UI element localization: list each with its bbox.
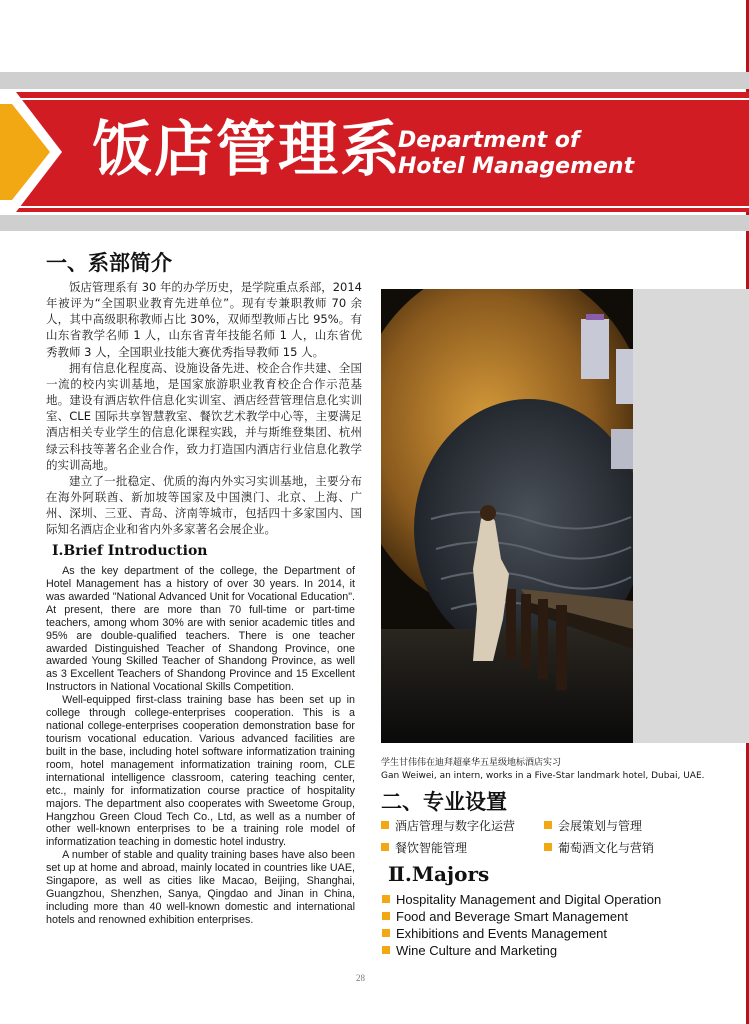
header-gray-band-top bbox=[0, 72, 749, 89]
intro-paragraph-cn: 建立了一批稳定、优质的海内外实习实训基地，主要分布在海外阿联酋、新加坡等国家及中国澳门、北京、上海、广州、深圳、三亚、青岛、济南等城市，包括四十多家国内、国际知名酒店企业和省内外多家著名会展企业。 bbox=[46, 473, 362, 537]
intro-paragraph-en: Well-equipped first-class training base has been set up in college through college-enterprises cooperation. This is a national college-enterprises cooperation demonstration base for tourism vocational education. Various advanced facilities are built in the base, including hotel software informatization training room, hotel management informatization training room, CLE international intelligence classroom, catering teaching center, etc., mainly for informatization course practice of hospitality majors. The department also cooperates with Sweetome Group, Hangzhou Green Cloud Tech Co., Ltd, as well as a number of other well-known enterprises to be a training role model of informatization teaching in domestic hotel industry. bbox=[46, 694, 355, 849]
major-item-en bbox=[382, 926, 607, 942]
chevron-arrow-icon bbox=[0, 92, 70, 212]
photo-side-panel bbox=[633, 289, 749, 743]
square-bullet-icon bbox=[382, 895, 390, 903]
major-item-cn bbox=[381, 818, 515, 834]
square-bullet-icon bbox=[381, 821, 389, 829]
page-title-en bbox=[398, 128, 634, 180]
major-label-en: Exhibitions and Events Management bbox=[396, 926, 608, 941]
major-label-cn: 酒店管理与数字化运营 bbox=[395, 819, 516, 833]
square-bullet-icon bbox=[544, 821, 552, 829]
section2-heading-en: Ⅱ.Majors bbox=[388, 862, 490, 886]
page-number: 28 bbox=[356, 973, 365, 983]
major-item-cn bbox=[544, 840, 654, 856]
major-label-en: Wine Culture and Marketing bbox=[396, 943, 558, 958]
square-bullet-icon bbox=[382, 929, 390, 937]
major-label-en: Food and Beverage Smart Management bbox=[396, 909, 628, 924]
section1-heading-cn: 一、系部简介 bbox=[46, 250, 172, 275]
square-bullet-icon bbox=[382, 912, 390, 920]
major-label-cn: 餐饮智能管理 bbox=[395, 841, 468, 855]
page-title-cn: 饭店管理系 bbox=[92, 115, 402, 185]
intro-paragraph-en: A number of stable and quality training bases have also been set up at home and abroad, mainly located in countries like UAE, Singapore, as well as cities like Macao, Beijing, Shanghai, Guangzhou, Shenzhen, Sanya, Qingdao and Jinan in China, including more than 40 well-known domestic and international hotels and renowned exhibition enterprises. bbox=[46, 849, 355, 926]
intro-paragraph-en: As the key department of the college, the Department of Hotel Management has a history of over 30 years. In 2014, it was awarded "National Advanced Unit for Vocational Education". At present, there are more than 70 full-time or part-time teachers, among whom 30% are with senior academic titles and 95% are double-qualified teachers. There is one teacher awarded Distinguished Teacher of Shandong Province, one awarded Young Skilled Teacher of Shandong Province, as well as 3 Excellent Teachers of Shandong Province and 15 Excellent Instructors in National Vocational Skills Competition. bbox=[46, 565, 355, 694]
major-label-en: Hospitality Management and Digital Operation bbox=[396, 892, 662, 907]
header-gray-band-bottom bbox=[0, 215, 749, 231]
hotel-restaurant-photo bbox=[381, 289, 633, 743]
banner-white-line-bottom bbox=[0, 206, 749, 208]
banner-white-line-top bbox=[0, 98, 749, 100]
page-title-en-line2: Hotel Management bbox=[398, 154, 635, 179]
square-bullet-icon bbox=[381, 843, 389, 851]
major-item-en bbox=[382, 943, 557, 959]
square-bullet-icon bbox=[544, 843, 552, 851]
photo-caption-cn: 学生甘伟伟在迪拜超豪华五星级地标酒店实习 bbox=[381, 758, 562, 768]
intro-paragraph-cn: 饭店管理系有 30 年的办学历史，是学院重点系部，2014 年被评为“全国职业教育先进单位”。现有专兼职教师 70 余人，其中高级职称教师占比 30%，双师型教师占比 95%。有山东省教学名师 1 人，山东省青年技能名师 1 人，山东省优秀教师 3 人，全国职业技能大赛优秀指导教师 15 人。 bbox=[46, 280, 362, 359]
section1-heading-en: Ⅰ.Brief Introduction bbox=[52, 543, 208, 559]
square-bullet-icon bbox=[382, 946, 390, 954]
major-item-en bbox=[382, 909, 628, 925]
section1-body-en bbox=[46, 565, 355, 927]
page-title-en-line1: Department of bbox=[398, 128, 580, 153]
section2-heading-cn: 二、专业设置 bbox=[381, 789, 507, 814]
major-item-cn bbox=[381, 840, 467, 856]
major-label-cn: 葡萄酒文化与营销 bbox=[558, 841, 655, 855]
major-label-cn: 会展策划与管理 bbox=[558, 819, 643, 833]
major-item-en bbox=[382, 892, 661, 908]
intro-paragraph-cn: 拥有信息化程度高、设施设备先进、校企合作共建、全国一流的校内实训基地，是国家旅游职业教育校企合作示范基地。建设有酒店软件信息化实训室、酒店经营管理信息化实训室、CLE 国际共享智慧教室、餐饮艺术教学中心等，主要满足酒店相关专业学生的信息化课程实践，并与斯维登集团、杭州绿云科技等著名企业合作，致力打造国内酒店行业信息化教学的实训高地。 bbox=[46, 360, 362, 472]
section1-body-cn bbox=[46, 279, 362, 538]
photo-caption-en: Gan Weiwei, an intern, works in a Five-Star landmark hotel, Dubai, UAE. bbox=[381, 771, 705, 781]
major-item-cn bbox=[544, 818, 642, 834]
